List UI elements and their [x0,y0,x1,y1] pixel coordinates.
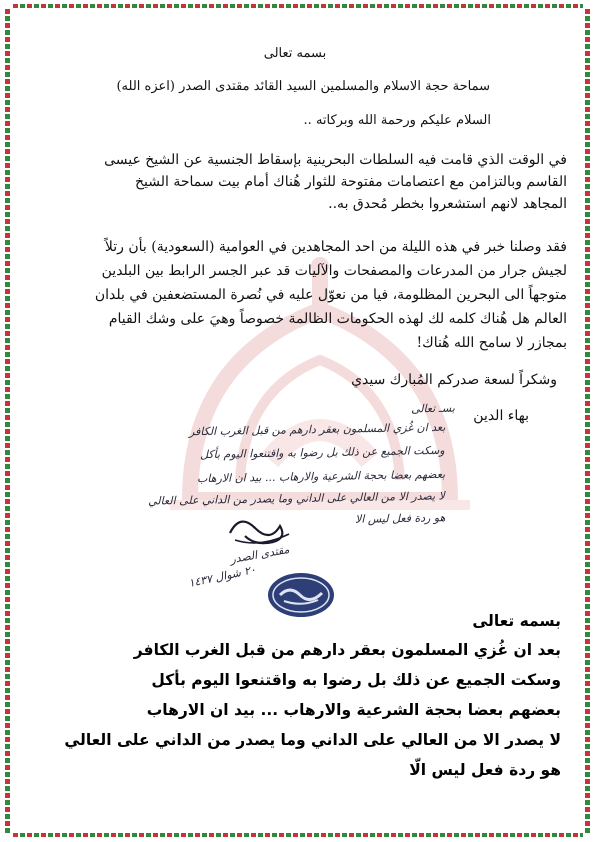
sender-name: بهاء الدين [473,408,529,424]
official-seal-stamp [266,571,336,619]
signature-date: ٢٠ شوال ١٤٣٧ [187,563,258,590]
paragraph-line: متوجهاً الى البحرين المظلومة، فيا من نعوّل عليه في نُصرة المستضعفين في بلدان [94,287,567,303]
transcription-line: بعضهم بعضا بحجة الشرعية والارهاب ... بيد ان الارهاب [146,701,561,719]
letter-greeting: السلام عليكم ورحمة الله وبركاته .. [303,113,491,128]
transcription-line: لا يصدر الا من العالي على الداني وما يصدر من الداني على العالي [64,731,561,749]
letter-addressee: سماحة حجة الاسلام والمسلمين السيد القائد مقتدى الصدر (اعزه الله) [116,79,490,94]
transcription-line: وسكت الجميع عن ذلك بل رضوا به واقتنعوا اليوم بأكل [151,671,561,689]
handwritten-line: بعضهم بعضا بحجة الشرعية والارهاب ... بيد ان الارهاب [196,467,446,486]
letter-heading: بسمه تعالى [263,46,327,61]
bottom-ornamental-border [12,832,583,838]
transcription-line: بعد ان غُزي المسلمون بعقر دارهم من قبل الغرب الكافر [133,641,561,659]
paragraph-line: القاسم وبالتزامن مع اعتصامات مفتوحة للثوار هُناك أمام بيت سماحة الشيخ [135,174,567,190]
transcription-line: هو ردة فعل ليس الّا [409,761,561,779]
closing-thanks: وشكراً لسعة صدركم المُبارك سيدي [351,372,557,388]
signature-scribble [225,508,295,548]
handwritten-line: بسـ تعالى [411,401,456,416]
transcription-heading: بسمه تعالى [472,612,561,630]
paragraph-line: بمجازر لا سامح الله هُناك! [416,335,567,351]
handwritten-line: بعد ان غُزي المسلمون بعقر دارهم من قبل الغرب الكافر [188,420,446,439]
paragraph-line: فقد وصلنا خبر في هذه الليلة من احد المجاهدين في العوامية (السعودية) بأن رتلاً [104,239,567,255]
signature-name: مقتدى الصدر [229,542,291,567]
paragraph-line: العالم هل هُناك كلمه لك لهذه الحكومات الظالمة خصوصاً وهيَ على وشك القيام [108,311,567,327]
paragraph-line: في الوقت الذي قامت فيه السلطات البحرينية بإسقاط الجنسية عن الشيخ عيسى [104,152,567,168]
handwritten-line: هو ردة فعل ليس الا [354,511,446,526]
top-ornamental-border [12,3,583,9]
handwritten-line: وسكت الجميع عن ذلك بل رضوا به واقتنعوا اليوم بأكل [200,443,446,462]
left-ornamental-border [4,8,11,834]
paragraph-line: المجاهد لانهم استشعروا بخطر مُحدق به.. [328,196,567,212]
handwritten-line: لا يصدر الا من العالي على الداني وما يصدر من الداني على العالي [148,489,446,508]
paragraph-line: لجيش جرار من المدرعات والمصفحات والآليات قد عبر الجسر الرابط بين البلدين [101,263,567,279]
right-ornamental-border [584,8,591,834]
